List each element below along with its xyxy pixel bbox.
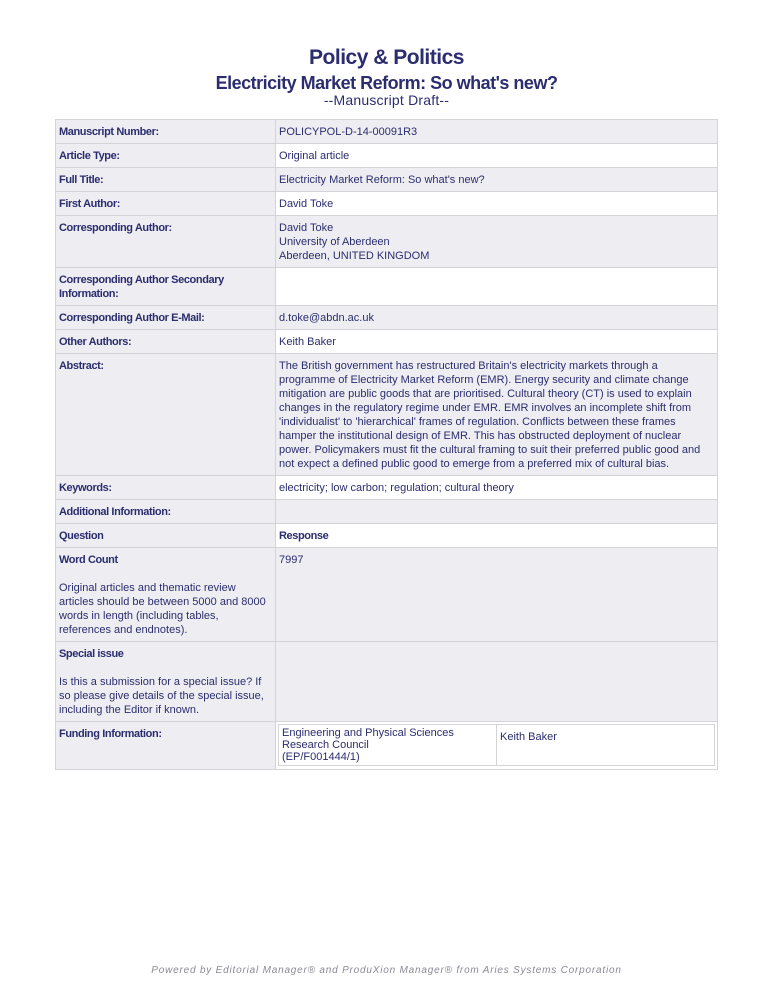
table-row (56, 168, 718, 192)
table-row (56, 144, 718, 168)
keyword: ; cultural theory (439, 482, 514, 494)
keywords-label: Keywords: (56, 476, 276, 500)
email-label: Corresponding Author E-Mail: (56, 306, 276, 330)
full-title-value: Electricity Market Reform: So what's new? (276, 168, 718, 192)
table-row (56, 354, 718, 476)
special-issue-value (276, 642, 718, 722)
special-issue-title: Special issue (59, 648, 124, 660)
table-row (56, 330, 718, 354)
corresponding-author-name: David Toke (279, 222, 334, 234)
first-author-label: First Author: (56, 192, 276, 216)
table-row (56, 642, 718, 722)
special-issue-note: Is this a submission for a special issue? If so please give details of the special issue, including the Editor if known. (59, 676, 264, 716)
first-author-value: David Toke (276, 192, 718, 216)
article-type-label: Article Type: (56, 144, 276, 168)
table-row (56, 120, 718, 144)
manuscript-number-label: Manuscript Number: (56, 120, 276, 144)
table-row (56, 476, 718, 500)
keyword: ; regulation (384, 482, 438, 494)
manuscript-number-value: POLICYPOL-D-14-00091R3 (276, 120, 718, 144)
response-header: Response (276, 524, 718, 548)
funding-grant-number: (EP/F001444/1) (282, 751, 360, 763)
keyword: ; low carbon (325, 482, 384, 494)
table-row (56, 722, 718, 770)
manuscript-title: Electricity Market Reform: So what's new? (215, 73, 558, 93)
word-count-title: Word Count (59, 554, 118, 566)
abstract-label: Abstract: (56, 354, 276, 476)
funding-organization (279, 725, 497, 766)
table-row (56, 216, 718, 268)
article-type-value: Original article (276, 144, 718, 168)
secondary-info-value (276, 268, 718, 306)
corresponding-author-value (276, 216, 718, 268)
word-count-label (56, 548, 276, 642)
draft-label: --Manuscript Draft-- (323, 92, 450, 108)
abstract-value: The British government has restructured Britain's electricity markets through a programme of Electricity Market Reform (EMR). Energy security and climate change mitigation are public goods that are prioritised. Cultural theory (CT) is used to explain changes in the regulatory regime under EMR. EMR involves an incomplete shift from 'individualist' to 'hierarchical' frames of regulation. Conflicts between these frames hamper the institutional design of EMR. This has obstructed deployment of nuclear power. Policymakers must fit the cultural framing to suit their preferred public good and not expect a defined public good to emerge from a preferred mix of cultural bias. (276, 354, 718, 476)
email-value: d.toke@abdn.ac.uk (276, 306, 718, 330)
corresponding-author-location: Aberdeen, UNITED KINGDOM (279, 250, 430, 262)
word-count-note: Original articles and thematic review articles should be between 5000 and 8000 words in length (including tables, references and endnotes). (59, 582, 266, 636)
question-header: Question (56, 524, 276, 548)
keywords-value (276, 476, 718, 500)
table-row (56, 268, 718, 306)
table-row (56, 548, 718, 642)
additional-info-value (276, 500, 718, 524)
corresponding-author-label: Corresponding Author: (56, 216, 276, 268)
other-authors-value: Keith Baker (276, 330, 718, 354)
other-authors-label: Other Authors: (56, 330, 276, 354)
table-row (56, 524, 718, 548)
table-row (56, 500, 718, 524)
keyword: electricity (279, 482, 325, 494)
submission-table (55, 119, 718, 770)
additional-info-label: Additional Information: (56, 500, 276, 524)
funding-recipient: Keith Baker (497, 725, 715, 766)
table-row (279, 725, 715, 766)
corresponding-author-institution: University of Aberdeen (279, 236, 390, 248)
funding-organization-name: Engineering and Physical Sciences Research Council (282, 727, 454, 751)
journal-title: Policy & Politics (309, 46, 464, 69)
full-title-label: Full Title: (56, 168, 276, 192)
special-issue-label (56, 642, 276, 722)
footer-credit: Powered by Editorial Manager® and ProduXion Manager® from Aries Systems Corporation (151, 965, 622, 976)
funding-table (278, 724, 715, 766)
table-row (56, 306, 718, 330)
table-row (56, 192, 718, 216)
funding-label: Funding Information: (56, 722, 276, 770)
word-count-value: 7997 (276, 548, 718, 642)
funding-value (276, 722, 718, 770)
secondary-info-label: Corresponding Author Secondary Information: (56, 268, 276, 306)
